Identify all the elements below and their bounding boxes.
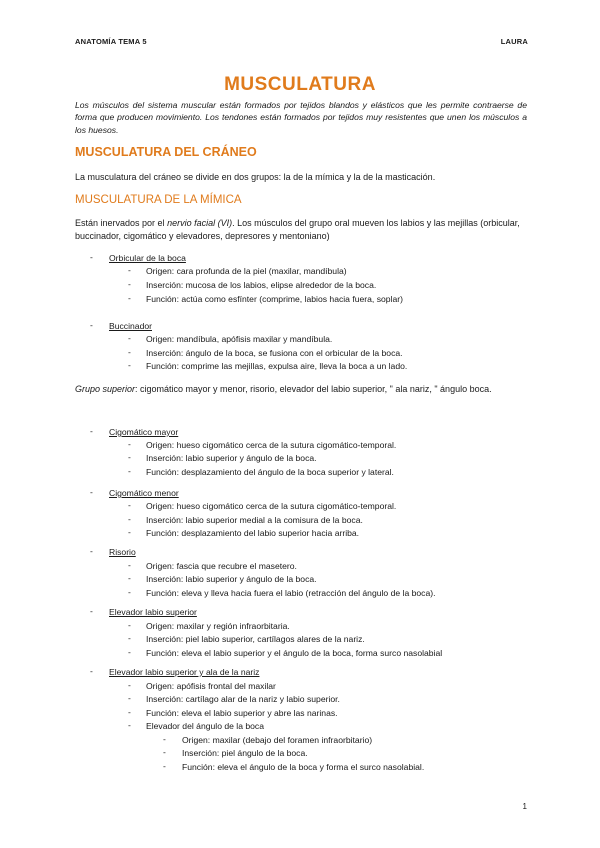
list-dash: - (163, 747, 166, 757)
list-dash: - (90, 426, 93, 436)
list-dash: - (128, 560, 131, 570)
list-dash: - (128, 587, 131, 597)
list-dash: - (128, 620, 131, 630)
section-craneo-text: La musculatura del cráneo se divide en dos grupos: la de la mímica y la de la masticación. (75, 172, 436, 182)
list-dash: - (128, 693, 131, 703)
muscle-detail: Función: comprime las mejillas, expulsa aire, lleva la boca a un lado. (146, 361, 408, 371)
header-author: LAURA (500, 37, 528, 46)
list-dash: - (128, 707, 131, 717)
list-dash: - (128, 265, 131, 275)
list-dash: - (128, 514, 131, 524)
section-mimica-text (75, 217, 530, 242)
list-dash: - (128, 680, 131, 690)
mimica-text-pre: Están inervados por el (75, 218, 168, 228)
list-dash: - (128, 720, 131, 730)
muscle-detail: Origen: hueso cigomático cerca de la sutura cigomático-temporal. (146, 501, 397, 511)
muscle-name: Elevador labio superior y ala de la nariz (109, 667, 260, 677)
list-dash: - (128, 347, 131, 357)
muscle-detail: Inserción: mucosa de los labios, elipse alrededor de la boca. (146, 280, 377, 290)
section-heading-mimica: MUSCULATURA DE LA MÍMICA (75, 194, 242, 206)
grupo-superior-body: : cigomático mayor y menor, risorio, elevador del labio superior, " ala nariz, " ángulo boca. (135, 384, 492, 394)
page-number: 1 (522, 802, 527, 811)
mimica-text-post: . Los músculos del grupo oral mueven los labios y las mejillas (orbicular, buccinador, cigomático y elevadores, depresores y mentoniano) (75, 218, 520, 241)
muscle-detail: Función: eleva el labio superior y abre las narinas. (146, 708, 338, 718)
grupo-superior-label: Grupo superior (75, 384, 136, 394)
list-dash: - (128, 500, 131, 510)
muscle-detail: Función: eleva y lleva hacia fuera el labio (retracción del ángulo de la boca). (146, 588, 436, 598)
list-dash: - (90, 252, 93, 262)
muscle-name: Orbicular de la boca (109, 253, 186, 263)
muscle-detail: Origen: apófisis frontal del maxilar (146, 681, 276, 691)
list-dash: - (90, 546, 93, 556)
list-dash: - (128, 452, 131, 462)
list-dash: - (90, 487, 93, 497)
muscle-detail: Origen: mandíbula, apófisis maxilar y mandíbula. (146, 334, 333, 344)
muscle-detail: Inserción: ángulo de la boca, se fusiona con el orbicular de la boca. (146, 348, 403, 358)
muscle-name: Risorio (109, 547, 136, 557)
intro-paragraph: Los músculos del sistema muscular están formados por tejidos blandos y elásticos que les permite contraerse de forma que producen movimiento. Los tendones están formados por tejidos muy resistentes que unen los músculos a los huesos. (75, 100, 527, 135)
muscle-detail: Origen: fascia que recubre el masetero. (146, 561, 297, 571)
muscle-detail: Origen: cara profunda de la piel (maxilar, mandíbula) (146, 266, 347, 276)
nervio-facial-text: nervio facial (VI) (167, 218, 233, 228)
muscle-detail: Función: desplazamiento del ángulo de la boca superior y lateral. (146, 467, 394, 477)
muscle-detail: Origen: maxilar y región infraorbitaria. (146, 621, 290, 631)
muscle-detail: Inserción: labio superior medial a la comisura de la boca. (146, 515, 363, 525)
page-title: MUSCULATURA (224, 74, 376, 95)
list-dash: - (128, 279, 131, 289)
list-dash: - (128, 527, 131, 537)
muscle-detail: Función: desplazamiento del labio superior hacia arriba. (146, 528, 360, 538)
muscle-detail: Inserción: labio superior y ángulo de la boca. (146, 574, 317, 584)
list-dash: - (128, 360, 131, 370)
list-dash: - (128, 466, 131, 476)
list-dash: - (128, 333, 131, 343)
section-heading-craneo: MUSCULATURA DEL CRÁNEO (75, 145, 257, 159)
muscle-detail: Inserción: piel labio superior, cartílagos alares de la nariz. (146, 634, 365, 644)
muscle-subdetail: Origen: maxilar (debajo del foramen infraorbitario) (182, 735, 373, 745)
muscle-detail: Inserción: cartílago alar de la nariz y labio superior. (146, 694, 340, 704)
muscle-detail: Función: eleva el labio superior y el ángulo de la boca, forma surco nasolabial (146, 648, 443, 658)
muscle-name: Elevador labio superior (109, 607, 197, 617)
muscle-subdetail: Función: eleva el ángulo de la boca y forma el surco nasolabial. (182, 762, 425, 772)
grupo-superior-text (75, 383, 535, 396)
muscle-detail: Función: actúa como esfínter (comprime, labios hacia fuera, soplar) (146, 294, 403, 304)
list-dash: - (128, 633, 131, 643)
muscle-subdetail: Inserción: piel ángulo de la boca. (182, 748, 308, 758)
list-dash: - (128, 647, 131, 657)
list-dash: - (163, 734, 166, 744)
muscle-detail: Origen: hueso cigomático cerca de la sutura cigomático-temporal. (146, 440, 397, 450)
muscle-name: Cigomático menor (109, 488, 179, 498)
list-dash: - (128, 293, 131, 303)
muscle-detail: Elevador del ángulo de la boca (146, 721, 265, 731)
list-dash: - (90, 666, 93, 676)
header-subject: ANATOMÍA TEMA 5 (75, 37, 147, 46)
list-dash: - (128, 573, 131, 583)
muscle-detail: Inserción: labio superior y ángulo de la boca. (146, 453, 317, 463)
muscle-name: Buccinador (109, 321, 152, 331)
list-dash: - (90, 320, 93, 330)
muscle-name: Cigomático mayor (109, 427, 179, 437)
list-dash: - (163, 761, 166, 771)
list-dash: - (128, 439, 131, 449)
list-dash: - (90, 606, 93, 616)
